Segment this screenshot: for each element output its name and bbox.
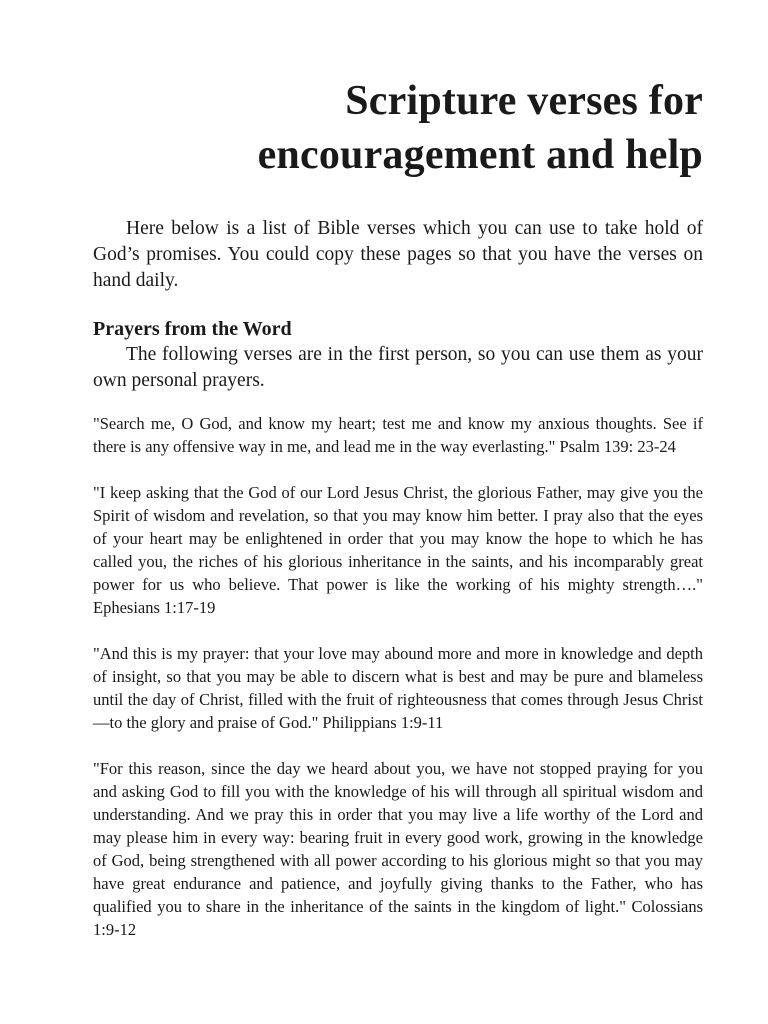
intro-paragraph: Here below is a list of Bible verses which you can use to take hold of God’s promises. You could copy these pages so that you have the verses on hand daily. [93, 218, 703, 291]
verse-ephesians-1: "I keep asking that the God of our Lord Jesus Christ, the glorious Father, may give you the Spirit of wisdom and revelation, so that you may know him better. I pray also that the eyes of your heart may be enlightened in order that you may know the hope to which he has called you, the riches of his glorious inheritance in the saints, and his incomparably great power for us who believe. That power is like the working of his mighty strength…." Ephesians 1:17-19 [93, 483, 703, 617]
verse-psalm-139: "Search me, O God, and know my heart; test me and know my anxious thoughts. See if there is any offensive way in me, and lead me in the way everlasting." Psalm 139: 23-24 [93, 414, 703, 456]
page-title-line-1: Scripture verses for [345, 78, 703, 124]
page-title [93, 74, 703, 182]
verse-philippians-1: "And this is my prayer: that your love may abound more and more in knowledge and depth of insight, so that you may be able to discern what is best and may be pure and blameless until the day of Christ, filled with the fruit of righteousness that comes through Jesus Christ—to the glory and praise of God." Philippians 1:9-11 [93, 644, 703, 732]
document-page [93, 74, 703, 941]
verse-colossians-1: "For this reason, since the day we heard about you, we have not stopped praying for you and asking God to fill you with the knowledge of his will through all spiritual wisdom and understanding. And we pray this in order that you may live a life worthy of the Lord and may please him in every way: bearing fruit in every good work, growing in the knowledge of God, being strengthened with all power according to his glorious might so that you may have great endurance and patience, and joyfully giving thanks to the Father, who has qualified you to share in the inheritance of the saints in the kingdom of light." Colossians 1:9-12 [93, 759, 703, 939]
page-title-line-2: encouragement and help [257, 132, 703, 178]
section-heading: Prayers from the Word [93, 318, 292, 340]
section-intro-paragraph: The following verses are in the first person, so you can use them as your own personal prayers. [93, 344, 703, 391]
